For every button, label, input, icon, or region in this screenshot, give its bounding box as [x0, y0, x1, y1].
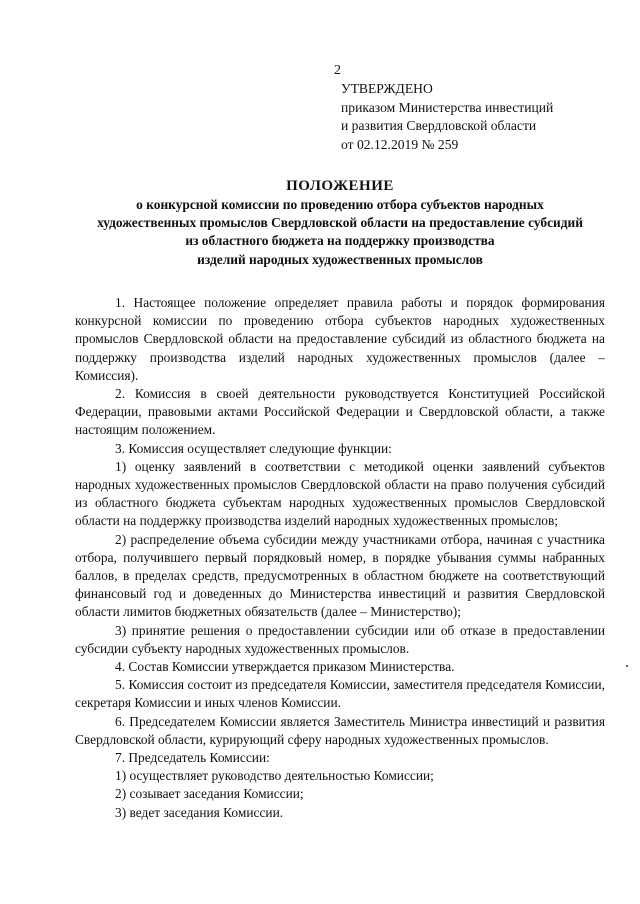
scan-speck	[626, 665, 628, 667]
paragraph: 4. Состав Комиссии утверждается приказом Министерства.	[115, 659, 455, 675]
document-subtitle	[60, 196, 620, 269]
list-item: 2) созывает заседания Комиссии;	[115, 786, 304, 802]
list-item: 1) осуществляет руководство деятельностью Комиссии;	[115, 768, 434, 784]
paragraph: 7. Председатель Комиссии:	[115, 750, 270, 766]
subtitle-line: изделий народных художественных промыслов	[197, 251, 483, 267]
approval-line: приказом Министерства инвестиций	[341, 99, 554, 115]
approval-line: УТВЕРЖДЕНО	[341, 81, 433, 96]
subtitle-line: из областного бюджета на поддержку производства	[185, 233, 495, 249]
paragraph: 1. Настоящее положение определяет правила работы и порядок формирования конкурсной комиссии по проведению отбора субъектов народных художественных промыслов Свердловской области на предоставление субсидий из областного бюджета на поддержку производства изделий народных художественных промыслов (далее – Комиссия).	[75, 295, 605, 383]
subtitle-line: художественных промыслов Свердловской области на предоставление субсидий	[97, 215, 583, 231]
approval-line: и развития Свердловской области	[341, 118, 537, 134]
list-item: 3) принятие решения о предоставлении субсидии или об отказе в предоставлении субсидии субъекту народных художественных промыслов.	[75, 622, 605, 656]
page-number: 2	[334, 63, 341, 78]
subtitle-line: о конкурсной комиссии по проведению отбора субъектов народных	[136, 197, 544, 212]
paragraph: 3. Комиссия осуществляет следующие функции:	[115, 440, 392, 456]
document-title: ПОЛОЖЕНИЕ	[286, 178, 394, 194]
list-item: 3) ведет заседания Комиссии.	[115, 804, 284, 820]
list-item: 2) распределение объема субсидии между участниками отбора, начиная с участника отбора, получившего первый порядковый номер, в порядке убывания суммы набранных баллов, в пределах средств, предусмотренных в областном бюджете на соответствующий финансовый год и доведенных до Министерства инвестиций и развития Свердловской области лимитов бюджетных обязательств (далее – Министерство);	[75, 531, 605, 620]
document-body	[75, 294, 605, 822]
list-item: 1) оценку заявлений в соответствии с методикой оценки заявлений субъектов народных художественных промыслов Свердловской области на право получения субсидий из областного бюджета субъектам народных художественных промыслов Свердловской области на поддержку производства изделий народных художественных промыслов;	[75, 458, 605, 529]
approval-stamp	[341, 80, 553, 154]
paragraph: 2. Комиссия в своей деятельности руководствуется Конституцией Российской Федерации, правовыми актами Российской Федерации и Свердловской области, а также настоящим положением.	[75, 386, 605, 438]
approval-line: от 02.12.2019 № 259	[341, 136, 459, 152]
paragraph: 6. Председателем Комиссии является Заместитель Министра инвестиций и развития Свердловской области, курирующий сферу народных художественных промыслов.	[75, 713, 605, 747]
paragraph: 5. Комиссия состоит из председателя Комиссии, заместителя председателя Комиссии, секретаря Комиссии и иных членов Комиссии.	[75, 677, 605, 711]
